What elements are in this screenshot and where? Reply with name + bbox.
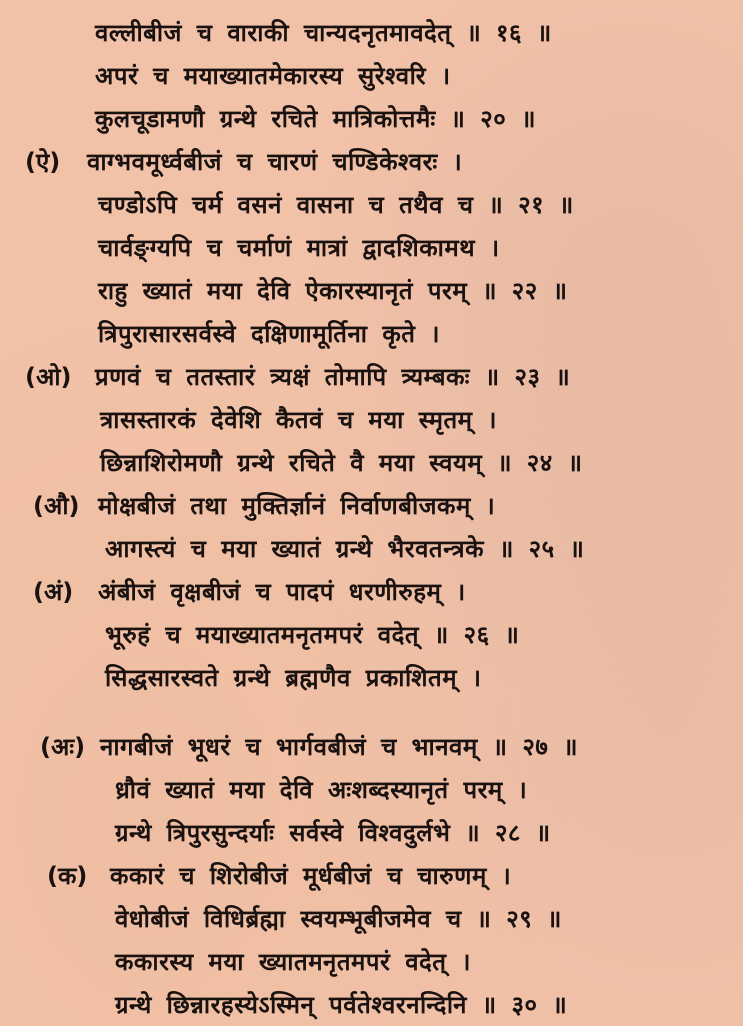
verse-line: राहु ख्यातं मया देवि ऐकारस्यानृतं परम् ॥ २२ ॥ — [98, 277, 568, 305]
section-marker: (ओ) — [25, 363, 72, 391]
verse-line: चार्वङ्ग्यपि च चर्माणं मात्रां द्वादशिकामथ । — [98, 234, 500, 262]
section-marker: (ऐ) — [25, 148, 61, 176]
section-marker: (अः) — [40, 733, 86, 761]
verse-line: ग्रन्थे त्रिपुरसुन्दर्याः सर्वस्वे विश्वदुर्लभे ॥ २८ ॥ — [115, 819, 551, 847]
verse-line: ग्रन्थे छिन्नारहस्येऽस्मिन् पर्वतेश्वरनन्दिनि ॥ ३० ॥ — [115, 991, 568, 1019]
verse-line: चण्डोऽपि चर्म वसनं वासना च तथैव च ॥ २१ ॥ — [98, 191, 574, 219]
verse-line: वाग्भवमूर्ध्वबीजं च चारणं चण्डिकेश्वरः । — [87, 148, 463, 176]
verse-line: नागबीजं भूधरं च भार्गवबीजं च भानवम् ॥ २७ ॥ — [100, 733, 579, 761]
verse-line: मोक्षबीजं तथा मुक्तिर्ज्ञानं निर्वाणबीजकम् । — [98, 492, 496, 520]
verse-line: आगस्त्यं च मया ख्यातं ग्रन्थे भैरवतन्त्रके ॥ २५ ॥ — [105, 535, 585, 563]
verse-line: ध्रौवं ख्यातं मया देवि अःशब्दस्यानृतं परम् । — [115, 776, 528, 804]
verse-line: त्रिपुरासारसर्वस्वे दक्षिणामूर्तिना कृते । — [98, 320, 440, 348]
verse-line: त्रासस्तारकं देवेशि कैतवं च मया स्मृतम् । — [100, 406, 497, 434]
verse-line: कुलचूडामणौ ग्रन्थे रचिते मात्रिकोत्तमैः ॥ २० ॥ — [95, 105, 536, 133]
section-marker: (औ) — [33, 492, 80, 520]
verse-line: वेधोबीजं विधिर्ब्रह्मा स्वयम्भूबीजमेव च ॥ २९ ॥ — [115, 905, 562, 933]
verse-line: अंबीजं वृक्षबीजं च पादपं धरणीरुहम् । — [98, 578, 466, 606]
verse-line: प्रणवं च ततस्तारं त्र्यक्षं तोमापि त्र्यम्बकः ॥ २३ ॥ — [95, 363, 571, 391]
section-marker: (अं) — [33, 578, 74, 606]
verse-line: छिन्नाशिरोमणौ ग्रन्थे रचिते वै मया स्वयम् ॥ २४ ॥ — [100, 449, 583, 477]
verse-line: वल्लीबीजं च वाराकी चान्यदनृतमावदेत् ॥ १६ ॥ — [95, 19, 552, 47]
verse-line: ककारस्य मया ख्यातमनृतमपरं वदेत् । — [115, 948, 471, 976]
verse-line: ककारं च शिरोबीजं मूर्धबीजं च चारुणम् । — [110, 862, 512, 890]
verse-line: अपरं च मयाख्यातमेकारस्य सुरेश्वरि । — [95, 62, 451, 90]
verse-line: सिद्धसारस्वते ग्रन्थे ब्रह्मणैव प्रकाशितम् । — [105, 664, 482, 692]
verse-line: भूरुहं च मयाख्यातमनृतमपरं वदेत् ॥ २६ ॥ — [105, 621, 520, 649]
section-marker: (क) — [47, 862, 88, 890]
